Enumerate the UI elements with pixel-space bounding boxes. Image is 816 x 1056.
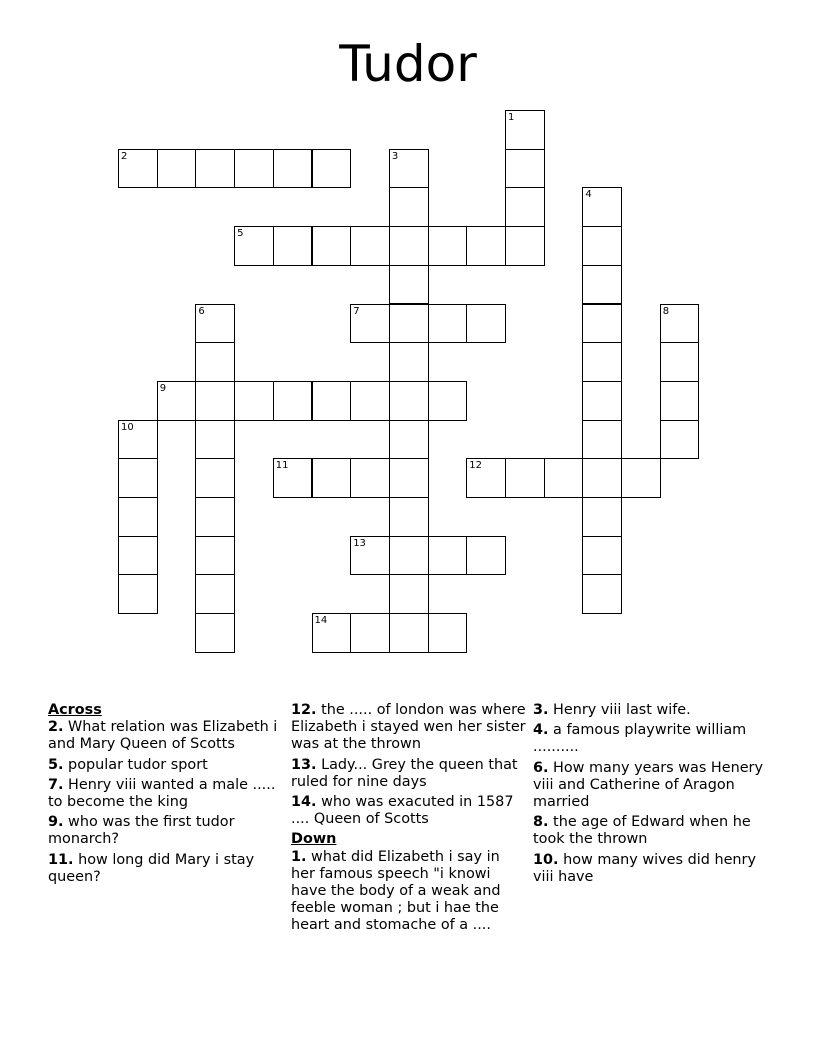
grid-cell[interactable] bbox=[428, 381, 468, 421]
grid-cell[interactable] bbox=[118, 149, 158, 189]
clue bbox=[291, 702, 527, 754]
grid-cell[interactable] bbox=[118, 536, 158, 576]
clue-text: What relation was Elizabeth i and Mary Queen of Scotts bbox=[48, 719, 278, 753]
grid-cell[interactable] bbox=[582, 536, 622, 576]
grid-cell[interactable] bbox=[389, 420, 429, 460]
clue-text: Lady... Grey the queen that ruled for nine days bbox=[291, 756, 518, 790]
clue-number: 13. bbox=[291, 756, 317, 773]
grid-cell[interactable] bbox=[118, 420, 158, 460]
grid-cell[interactable] bbox=[234, 226, 274, 266]
grid-cell[interactable] bbox=[582, 187, 622, 227]
grid-cell[interactable] bbox=[428, 536, 468, 576]
cell-number: 9 bbox=[159, 382, 167, 394]
clue-number: 12. bbox=[291, 702, 317, 718]
grid-cell[interactable] bbox=[195, 458, 235, 498]
clue-number: 14. bbox=[291, 794, 317, 811]
grid-cell[interactable] bbox=[157, 381, 197, 421]
grid-cell[interactable] bbox=[428, 613, 468, 653]
cell-number: 2 bbox=[121, 150, 128, 162]
across-clue-list-continued bbox=[291, 702, 527, 828]
grid-cell[interactable] bbox=[389, 497, 429, 537]
grid-cell[interactable] bbox=[582, 420, 622, 460]
clue-text: the age of Edward when he took the thrown bbox=[533, 814, 751, 848]
grid-cell[interactable] bbox=[582, 226, 622, 266]
grid-cell[interactable] bbox=[544, 458, 584, 498]
clue-number: 10. bbox=[533, 851, 559, 868]
clue-text: Henry viii last wife. bbox=[548, 702, 691, 718]
grid-cell[interactable] bbox=[389, 342, 429, 382]
grid-cell[interactable] bbox=[428, 304, 468, 344]
grid-cell[interactable] bbox=[505, 187, 545, 227]
clue-text: popular tudor sport bbox=[63, 756, 208, 773]
grid-cell[interactable] bbox=[273, 149, 313, 189]
grid-cell[interactable] bbox=[389, 265, 429, 305]
grid-cell[interactable] bbox=[505, 149, 545, 189]
clues-column-3 bbox=[533, 702, 769, 889]
grid-cell[interactable] bbox=[157, 149, 197, 189]
clue-number: 9. bbox=[48, 814, 64, 831]
cell-number: 6 bbox=[198, 305, 205, 317]
grid-cell[interactable] bbox=[660, 420, 700, 460]
clue-text: who was the first tudor monarch? bbox=[48, 814, 235, 848]
grid-cell[interactable] bbox=[389, 536, 429, 576]
clue bbox=[533, 702, 769, 719]
grid-cell[interactable] bbox=[389, 574, 429, 614]
clue bbox=[48, 814, 284, 848]
clue-text: how many wives did henry viii have bbox=[533, 851, 756, 885]
grid-cell[interactable] bbox=[312, 458, 352, 498]
grid-cell[interactable] bbox=[118, 458, 158, 498]
clue-number: 4. bbox=[533, 722, 549, 739]
clue-number: 6. bbox=[533, 759, 549, 776]
grid-cell[interactable] bbox=[660, 342, 700, 382]
clue-number: 7. bbox=[48, 776, 64, 793]
cell-number: 11 bbox=[275, 460, 289, 472]
grid-cell[interactable] bbox=[350, 536, 390, 576]
grid-cell[interactable] bbox=[466, 536, 506, 576]
grid-cell[interactable] bbox=[195, 304, 235, 344]
clue bbox=[48, 852, 284, 886]
clue-number: 1. bbox=[291, 848, 307, 865]
grid-cell[interactable] bbox=[312, 149, 352, 189]
grid-cell[interactable] bbox=[466, 226, 506, 266]
clues-column-1 bbox=[48, 702, 284, 889]
grid-cell[interactable] bbox=[466, 458, 506, 498]
grid-cell[interactable] bbox=[234, 149, 274, 189]
grid-cell[interactable] bbox=[582, 497, 622, 537]
cell-number: 4 bbox=[585, 189, 592, 201]
cell-number: 3 bbox=[391, 150, 399, 162]
grid-cell[interactable] bbox=[621, 458, 661, 498]
clue bbox=[48, 777, 284, 811]
grid-cell[interactable] bbox=[660, 381, 700, 421]
grid-cell[interactable] bbox=[195, 536, 235, 576]
clue-number: 5. bbox=[48, 756, 64, 773]
grid-cell[interactable] bbox=[195, 381, 235, 421]
grid-cell[interactable] bbox=[389, 149, 429, 189]
down-clue-list-continued bbox=[533, 702, 769, 886]
grid-cell[interactable] bbox=[350, 381, 390, 421]
clue-number: 11. bbox=[48, 851, 74, 868]
cell-number: 13 bbox=[353, 537, 366, 549]
grid-cell[interactable] bbox=[582, 381, 622, 421]
clue bbox=[291, 757, 527, 791]
grid-cell[interactable] bbox=[389, 613, 429, 653]
across-clue-list bbox=[48, 719, 284, 886]
grid-cell[interactable] bbox=[195, 342, 235, 382]
clue-text: how long did Mary i stay queen? bbox=[48, 851, 255, 885]
grid-cell[interactable] bbox=[350, 304, 390, 344]
grid-cell[interactable] bbox=[582, 265, 622, 305]
clue-number: 8. bbox=[533, 814, 549, 831]
grid-cell[interactable] bbox=[428, 226, 468, 266]
puzzle-title: Tudor bbox=[339, 35, 477, 93]
grid-cell[interactable] bbox=[195, 497, 235, 537]
grid-cell[interactable] bbox=[195, 149, 235, 189]
clue bbox=[291, 794, 527, 828]
grid-cell[interactable] bbox=[389, 381, 429, 421]
clue-text: what did Elizabeth i say in her famous speech "i knowi have the body of a weak and feeble woman ; but i hae the heart and stomache of a .... bbox=[291, 848, 501, 934]
grid-cell[interactable] bbox=[389, 304, 429, 344]
grid-cell[interactable] bbox=[195, 574, 235, 614]
clue-text: a famous playwrite william .......... bbox=[533, 722, 747, 756]
clue bbox=[533, 760, 769, 812]
down-heading: Down bbox=[291, 831, 337, 848]
grid-cell[interactable] bbox=[582, 304, 622, 344]
grid-cell[interactable] bbox=[273, 226, 313, 266]
grid-cell[interactable] bbox=[195, 420, 235, 460]
clue bbox=[533, 852, 769, 886]
clue-text: How many years was Henery viii and Catherine of Aragon married bbox=[533, 759, 763, 811]
grid-cell[interactable] bbox=[350, 226, 390, 266]
cell-number: 5 bbox=[237, 228, 244, 240]
clue bbox=[533, 814, 769, 848]
grid-cell[interactable] bbox=[505, 226, 545, 266]
clue bbox=[48, 757, 284, 774]
cell-number: 10 bbox=[121, 421, 134, 433]
grid-cell[interactable] bbox=[582, 574, 622, 614]
clue-number: 2. bbox=[48, 719, 64, 736]
down-clue-list bbox=[291, 849, 527, 935]
grid-cell[interactable] bbox=[195, 613, 235, 653]
cell-number: 14 bbox=[314, 615, 328, 627]
grid-cell[interactable] bbox=[582, 342, 622, 382]
across-heading: Across bbox=[48, 702, 102, 718]
grid-cell[interactable] bbox=[389, 458, 429, 498]
grid-cell[interactable] bbox=[312, 381, 352, 421]
cell-number: 8 bbox=[662, 305, 670, 317]
grid-cell[interactable] bbox=[350, 613, 390, 653]
grid-cell[interactable] bbox=[273, 458, 313, 498]
grid-cell[interactable] bbox=[118, 574, 158, 614]
grid-cell[interactable] bbox=[350, 458, 390, 498]
grid-cell[interactable] bbox=[273, 381, 313, 421]
grid-cell[interactable] bbox=[118, 497, 158, 537]
clue bbox=[291, 849, 527, 935]
cell-number: 12 bbox=[469, 460, 483, 472]
clue-text: who was exacuted in 1587 .... Queen of Scotts bbox=[291, 794, 514, 828]
grid-cell[interactable] bbox=[505, 458, 545, 498]
grid-cell[interactable] bbox=[389, 187, 429, 227]
grid-cell[interactable] bbox=[660, 304, 700, 344]
clue-number: 3. bbox=[533, 702, 549, 718]
grid-cell[interactable] bbox=[389, 226, 429, 266]
grid-cell[interactable] bbox=[234, 381, 274, 421]
clue bbox=[533, 722, 769, 756]
grid-cell[interactable] bbox=[312, 613, 352, 653]
grid-cell[interactable] bbox=[466, 304, 506, 344]
clue-text: the ..... of london was where Elizabeth i stayed wen her sister was at the thrown bbox=[291, 702, 526, 753]
grid-cell[interactable] bbox=[582, 458, 622, 498]
cell-number: 7 bbox=[353, 305, 360, 317]
clues-column-2 bbox=[291, 702, 527, 938]
cell-number: 1 bbox=[508, 112, 515, 123]
grid-cell[interactable] bbox=[505, 110, 545, 150]
clue bbox=[48, 719, 284, 753]
grid-cell[interactable] bbox=[312, 226, 352, 266]
clue-text: Henry viii wanted a male ..... to become the king bbox=[48, 776, 276, 811]
